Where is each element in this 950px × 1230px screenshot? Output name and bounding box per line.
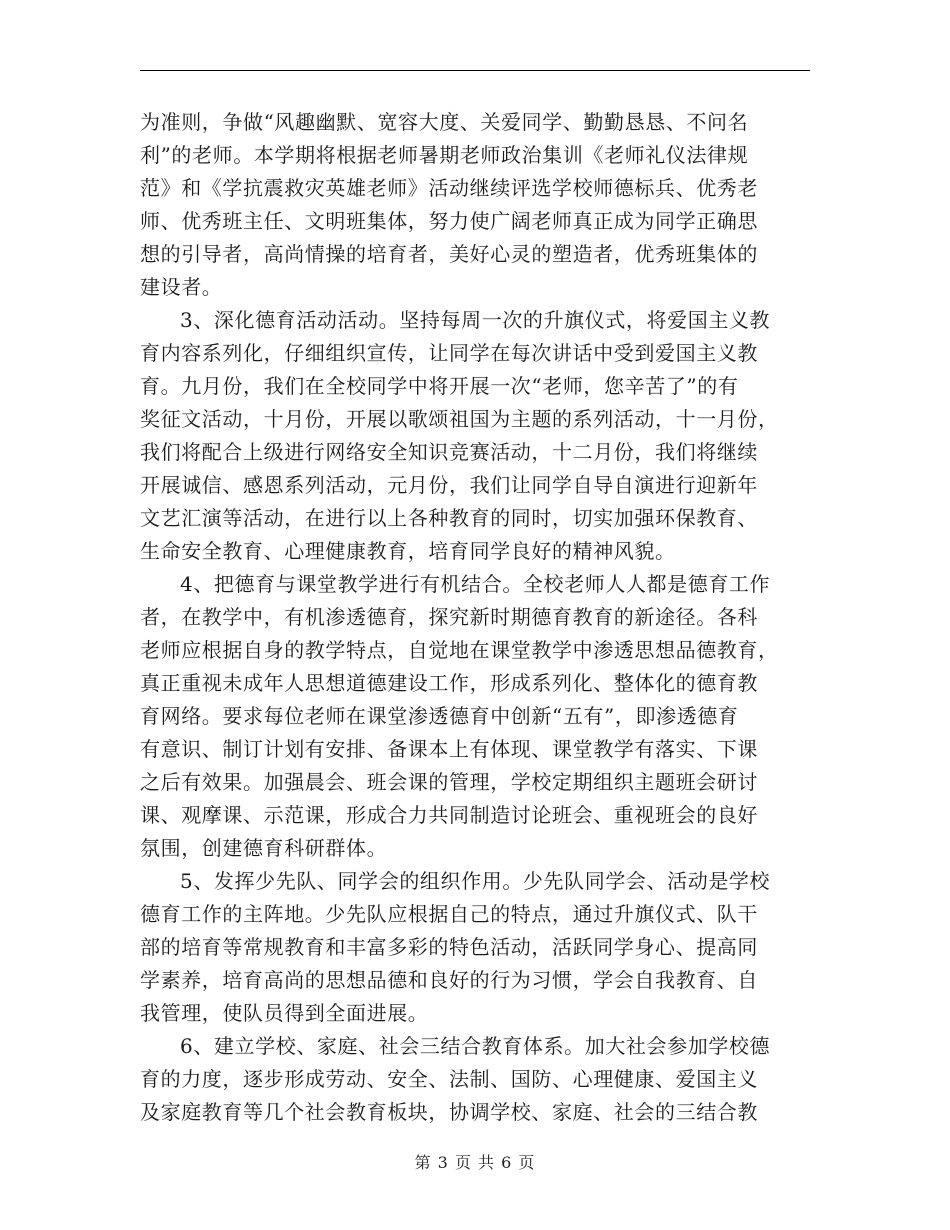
text-line: 生命安全教育、心理健康教育，培育同学良好的精神风貌。 bbox=[140, 539, 676, 563]
body-text bbox=[140, 106, 810, 1129]
text-line: 范》和《学抗震救灾英雄老师》活动继续评选学校师德标兵、优秀老 bbox=[140, 176, 758, 200]
text-line: 学素养，培育高尚的思想品德和良好的行为习惯，学会自我教育、自 bbox=[140, 968, 758, 992]
paragraph-start-line: 5、发挥少先队、同学会的组织作用。少先队同学会、活动是学校 bbox=[180, 869, 771, 893]
text-line: 为准则，争做“风趣幽默、宽容大度、关爱同学、勤勤恳恳、不问名 bbox=[140, 110, 749, 134]
text-line: 育。九月份，我们在全校同学中将开展一次“老师，您辛苦了”的有 bbox=[140, 374, 739, 398]
text-line: 文艺汇演等活动，在进行以上各种教育的同时，切实加强环保教育、 bbox=[140, 506, 758, 530]
text-line: 部的培育等常规教育和丰富多彩的特色活动，活跃同学身心、提高同 bbox=[140, 935, 758, 959]
text-line: 课、观摩课、示范课，形成合力共同制造讨论班会、重视班会的良好 bbox=[140, 803, 758, 827]
text-line: 者，在教学中，有机渗透德育，探究新时期德育教育的新途径。各科 bbox=[140, 605, 758, 629]
page-number: 第 3 页 共 6 页 bbox=[414, 1153, 536, 1172]
paragraph-start-line: 6、建立学校、家庭、社会三结合教育体系。加大社会参加学校德 bbox=[180, 1034, 771, 1058]
header-rule bbox=[140, 70, 810, 71]
text-line: 想的引导者，高尚情操的培育者，美好心灵的塑造者，优秀班集体的 bbox=[140, 242, 758, 266]
text-line: 师、优秀班主任、文明班集体，努力使广阔老师真正成为同学正确思 bbox=[140, 209, 758, 233]
text-line: 之后有效果。加强晨会、班会课的管理，学校定期组织主题班会研讨 bbox=[140, 770, 758, 794]
text-line: 利”的老师。本学期将根据老师暑期老师政治集训《老师礼仪法律规 bbox=[140, 143, 749, 167]
paragraph-start-line: 4、把德育与课堂教学进行有机结合。全校老师人人都是德育工作 bbox=[180, 572, 771, 596]
text-line: 育网络。要求每位老师在课堂渗透德育中创新“五有”，即渗透德育 bbox=[140, 704, 739, 728]
text-line: 奖征文活动，十月份，开展以歌颂祖国为主题的系列活动，十一月份， bbox=[140, 407, 779, 431]
text-line: 我管理，使队员得到全面进展。 bbox=[140, 1001, 429, 1025]
text-line: 育的力度，逐步形成劳动、安全、法制、国防、心理健康、爱国主义 bbox=[140, 1067, 758, 1091]
text-line: 真正重视未成年人思想道德建设工作，形成系列化、整体化的德育教 bbox=[140, 671, 758, 695]
text-line: 开展诚信、感恩系列活动，元月份，我们让同学自导自演进行迎新年 bbox=[140, 473, 758, 497]
text-line: 有意识、制订计划有安排、备课本上有体现、课堂教学有落实、下课 bbox=[140, 737, 758, 761]
text-line: 及家庭教育等几个社会教育板块，协调学校、家庭、社会的三结合教 bbox=[140, 1100, 758, 1124]
text-line: 老师应根据自身的教学特点，自觉地在课堂教学中渗透思想品德教育， bbox=[140, 638, 779, 662]
text-line: 德育工作的主阵地。少先队应根据自己的特点，通过升旗仪式、队干 bbox=[140, 902, 758, 926]
text-line: 我们将配合上级进行网络安全知识竞赛活动，十二月份，我们将继续 bbox=[140, 440, 758, 464]
text-line: 氛围，创建德育科研群体。 bbox=[140, 836, 388, 860]
text-line: 建设者。 bbox=[140, 275, 223, 299]
text-line: 育内容系列化，仔细组织宣传，让同学在每次讲话中受到爱国主义教 bbox=[140, 341, 758, 365]
paragraph-start-line: 3、深化德育活动活动。坚持每周一次的升旗仪式，将爱国主义教 bbox=[180, 308, 771, 332]
